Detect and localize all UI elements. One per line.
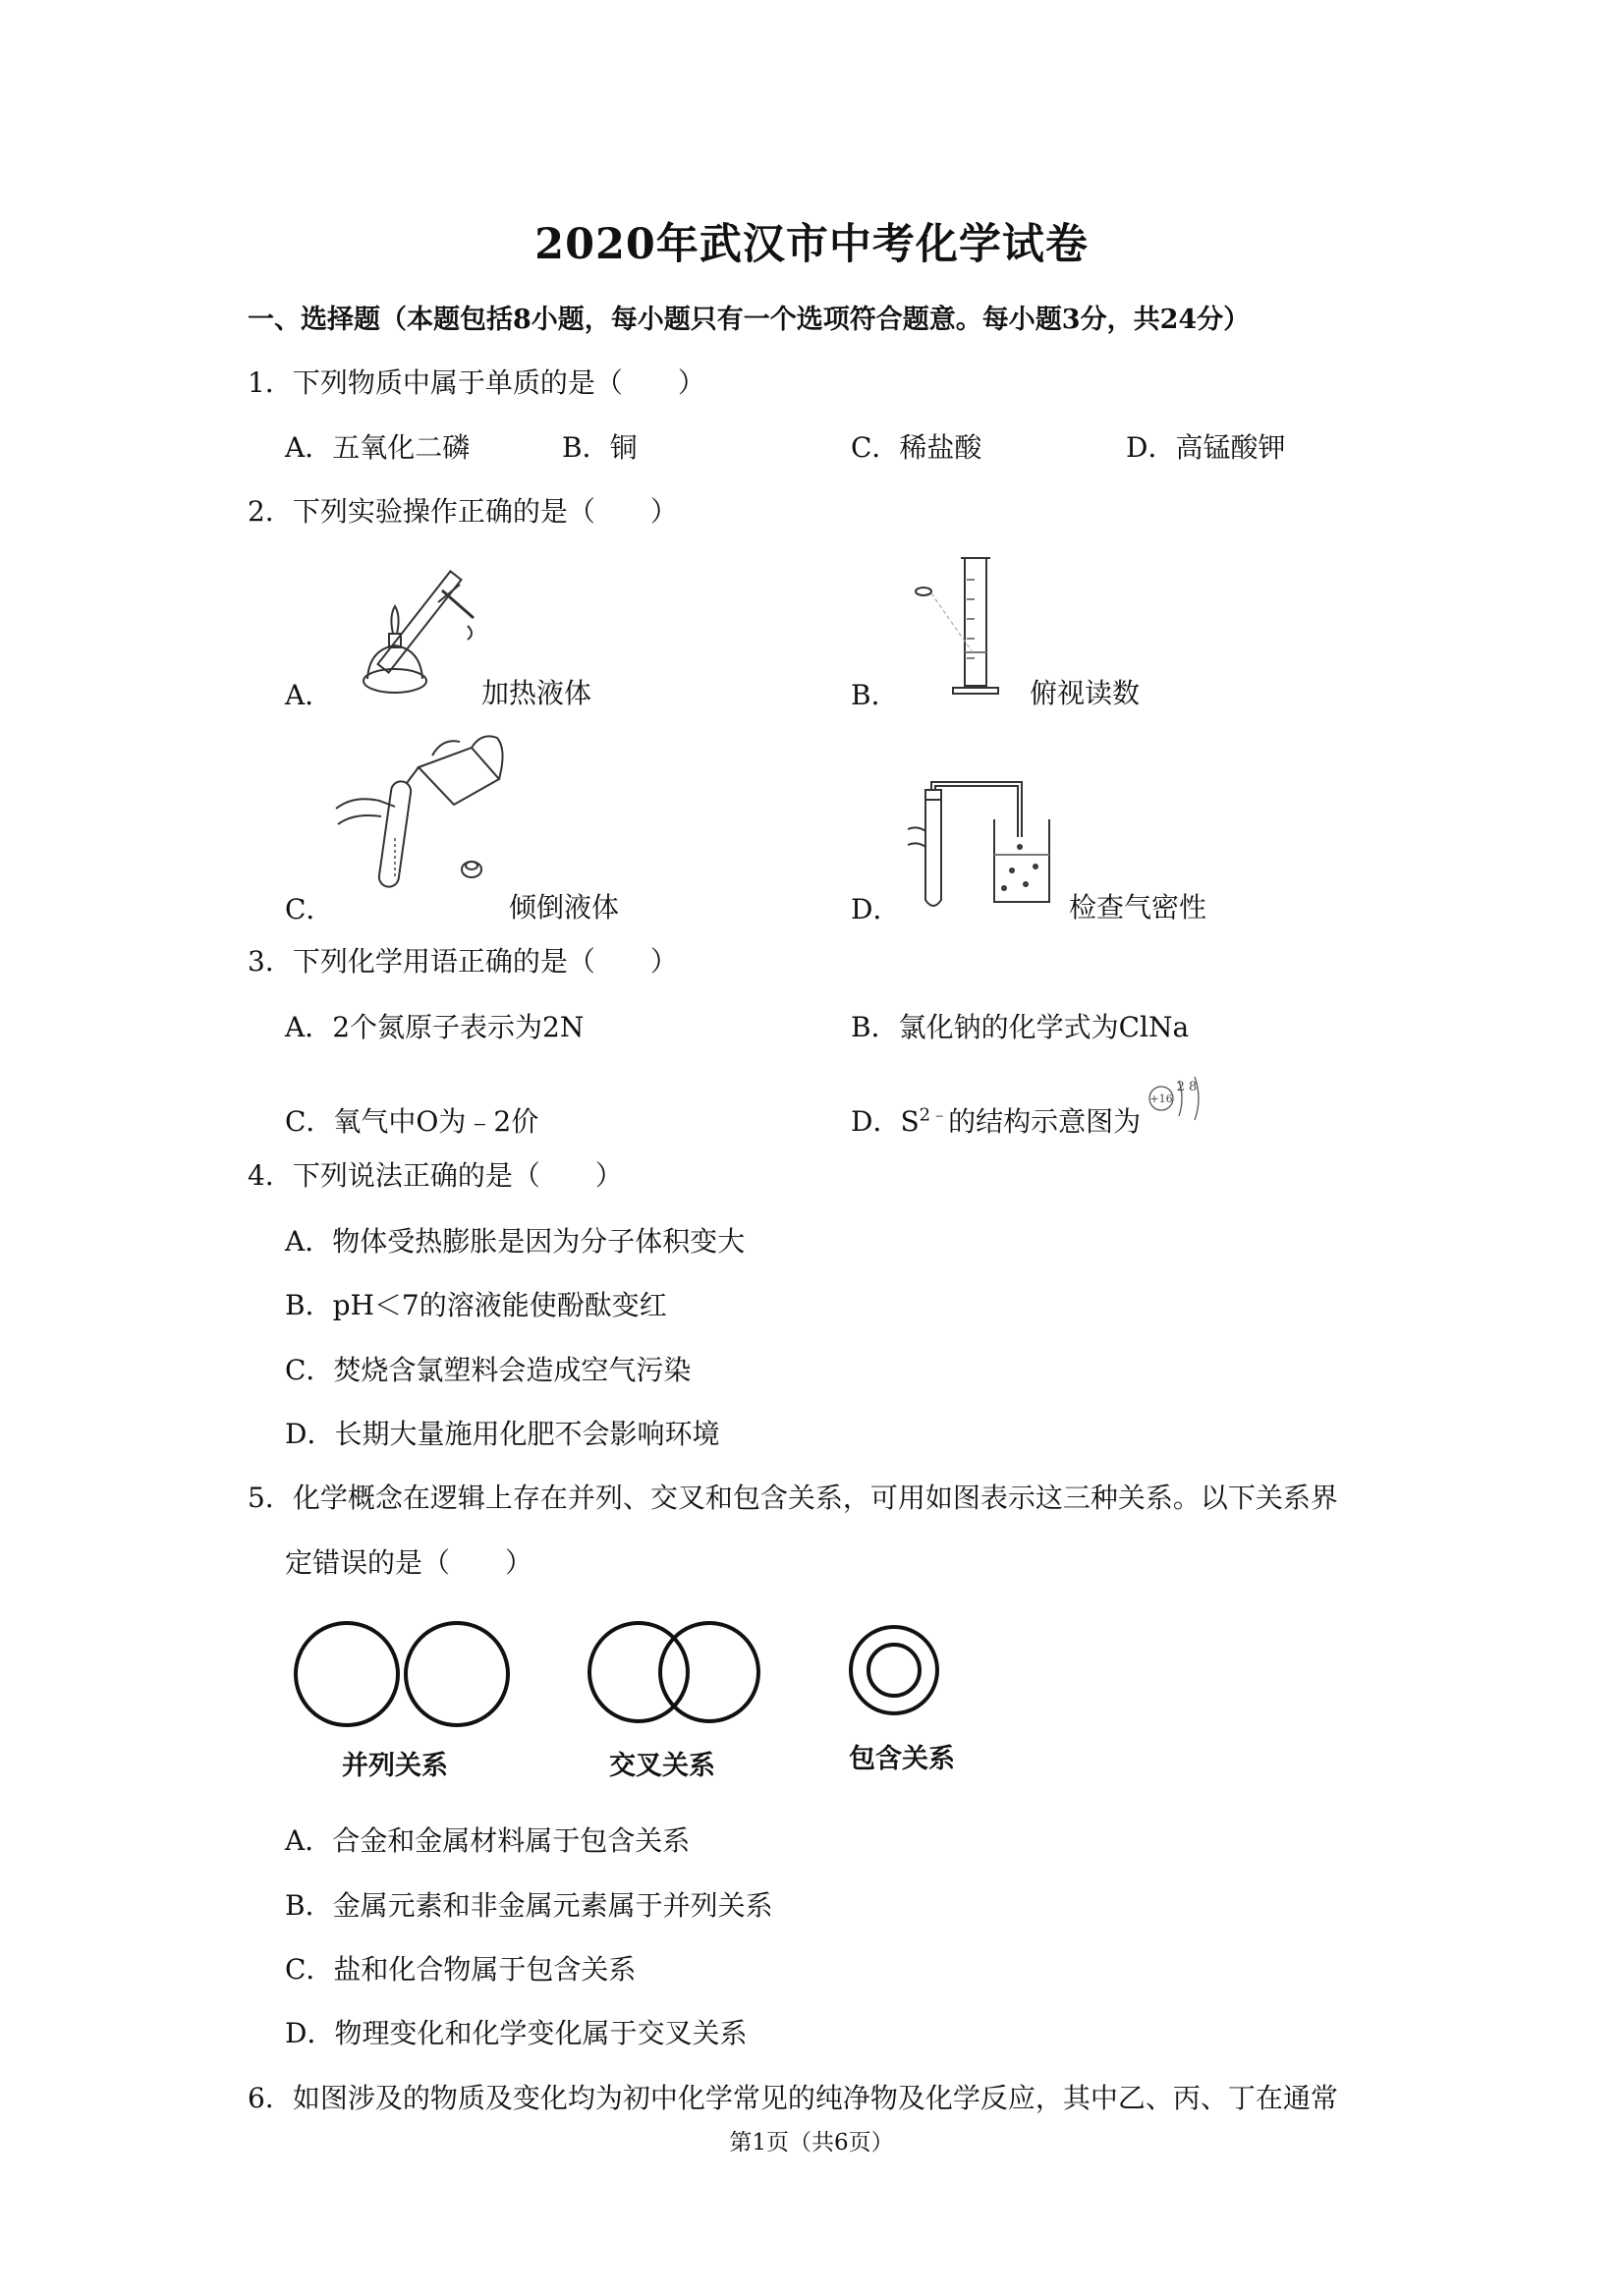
question-3-option-d-suffix: 的结构示意图为	[948, 1105, 1142, 1138]
question-2-option-a-letter: A．	[285, 679, 333, 711]
question-1-option-d: D．高锰酸钾	[1126, 431, 1286, 464]
question-2-option-b-text: 俯视读数	[1030, 677, 1141, 709]
question-1-option-b: B．铜	[562, 431, 638, 464]
question-2-option-b-letter: B．	[851, 679, 899, 711]
question-4-option-b: B．pH＜7的溶液能使酚酞变红	[285, 1289, 667, 1321]
question-4-option-a: A．物体受热膨胀是因为分子体积变大	[285, 1225, 746, 1258]
question-5-option-d: D．物理变化和化学变化属于交叉关系	[285, 2017, 748, 2049]
question-4-option-c: C．焚烧含氯塑料会造成空气污染	[285, 1354, 692, 1386]
question-5-stem-line2: 定错误的是（ ）	[285, 1546, 533, 1579]
question-3-option-d-prefix: D．S	[851, 1105, 920, 1138]
pouring-liquid-illustration	[324, 722, 511, 899]
question-4-stem: 4．下列说法正确的是（ ）	[248, 1159, 623, 1192]
section-heading: 一、选择题（本题包括8小题，每小题只有一个选项符合题意。每小题3分，共24分）	[248, 305, 1251, 335]
parallel-relation-label: 并列关系	[342, 1751, 448, 1781]
nucleus-charge-label: +16	[1149, 1092, 1173, 1105]
question-2-stem: 2．下列实验操作正确的是（ ）	[248, 495, 678, 528]
question-2-option-c-text: 倾倒液体	[509, 891, 620, 924]
question-5-option-b: B．金属元素和非金属元素属于并列关系	[285, 1889, 773, 1922]
contain-relation-label: 包含关系	[849, 1744, 955, 1774]
cross-relation-label: 交叉关系	[609, 1751, 715, 1781]
question-3-option-b: B．氯化钠的化学式为ClNa	[851, 1011, 1190, 1043]
question-1-option-a: A．五氧化二磷	[285, 431, 471, 464]
heating-liquid-illustration	[344, 555, 491, 702]
question-5-stem-line1: 5．化学概念在逻辑上存在并列、交叉和包含关系，可用如图表示这三种关系。以下关系界	[248, 1482, 1338, 1514]
question-3-option-d	[851, 1100, 1141, 1140]
page-title: 2020年武汉市中考化学试卷	[534, 220, 1089, 269]
question-1-stem: 1．下列物质中属于单质的是（ ）	[248, 366, 705, 399]
atomic-structure-diagram	[1147, 1071, 1216, 1130]
graduated-cylinder-illustration	[904, 550, 1022, 698]
question-3-stem: 3．下列化学用语正确的是（ ）	[248, 945, 678, 978]
page-footer: 第1页（共6页）	[729, 2130, 894, 2156]
airtightness-check-illustration	[904, 776, 1061, 919]
question-2-option-a-text: 加热液体	[481, 677, 592, 709]
question-1-option-c: C．稀盐酸	[851, 431, 982, 464]
question-5-option-c: C．盐和化合物属于包含关系	[285, 1953, 637, 1986]
question-3-option-a: A．2个氮原子表示为2N	[285, 1011, 585, 1043]
electron-shells-label: 2 8	[1176, 1080, 1198, 1094]
question-5-option-a: A．合金和金属材料属于包含关系	[285, 1824, 691, 1857]
question-4-option-d: D．长期大量施用化肥不会影响环境	[285, 1418, 720, 1450]
question-2-option-d-text: 检查气密性	[1069, 891, 1207, 924]
question-6-stem: 6．如图涉及的物质及变化均为初中化学常见的纯净物及化学反应，其中乙、丙、丁在通常	[248, 2082, 1338, 2114]
question-3-option-c: C．氧气中O为﹣2价	[285, 1105, 539, 1138]
question-2-option-d-letter: D．	[851, 893, 901, 925]
question-2-option-c-letter: C．	[285, 893, 334, 925]
sulfide-ion-charge: 2﹣	[919, 1104, 949, 1126]
